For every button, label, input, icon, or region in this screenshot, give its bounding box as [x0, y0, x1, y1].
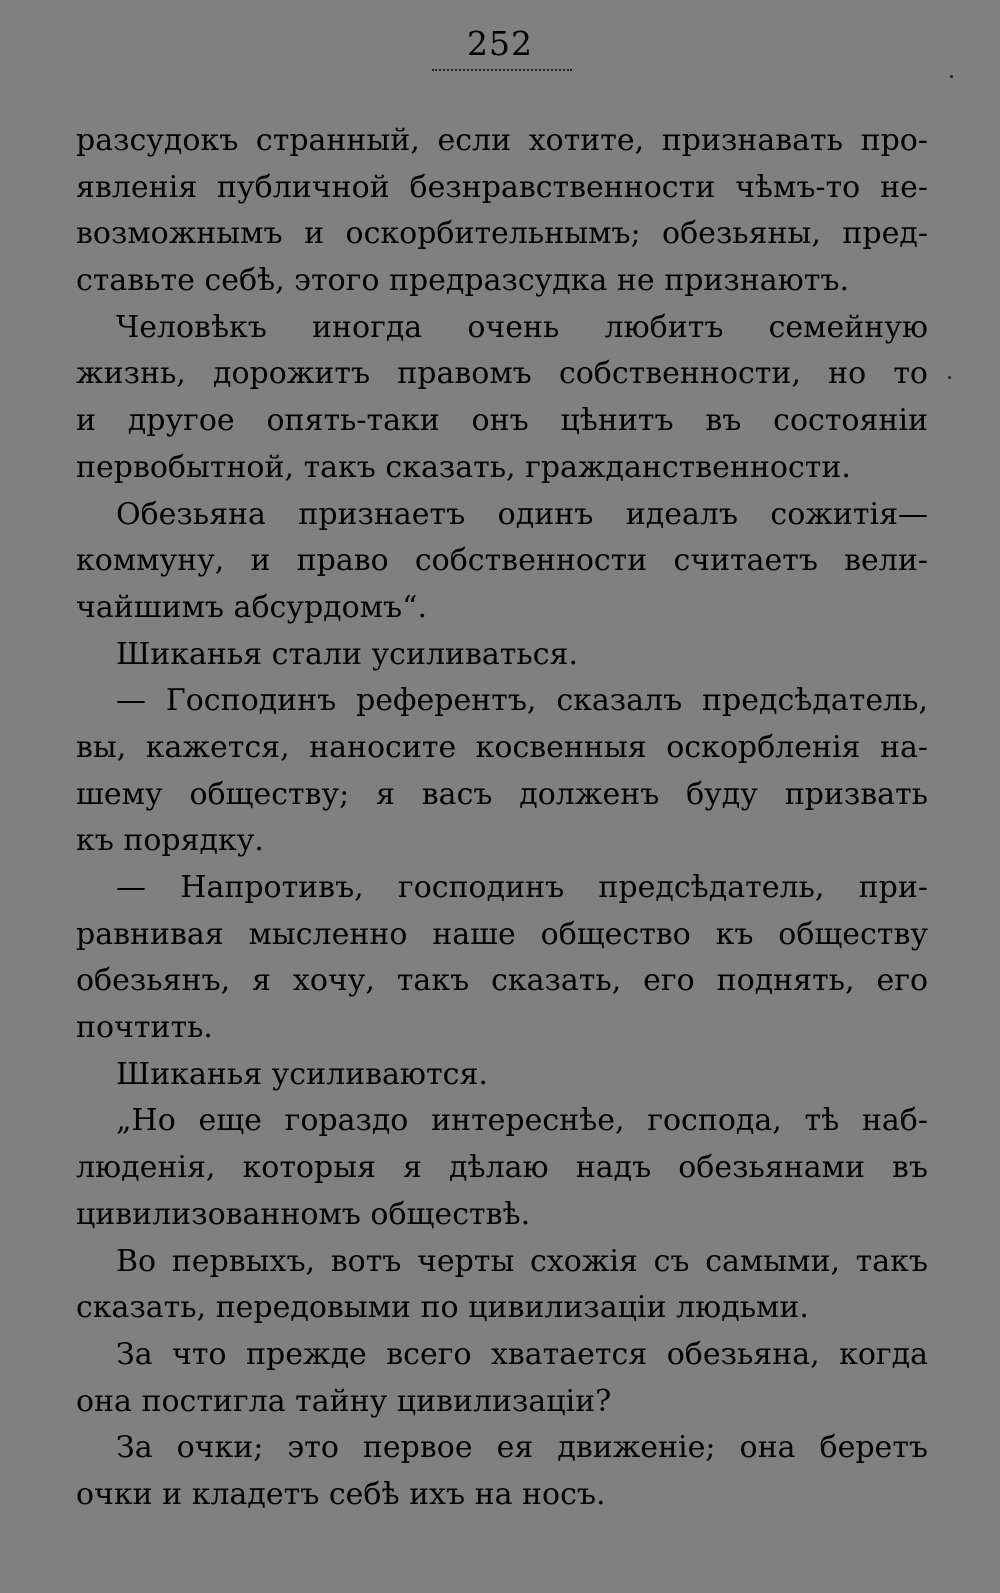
text-line: сказать, передовыми по цивилизаціи людьми.	[76, 1290, 809, 1326]
print-speck	[948, 376, 951, 379]
text-line: къ порядку.	[76, 823, 264, 859]
text-line: и другое опять-таки онъ цѣнитъ въ состояніи	[76, 403, 928, 439]
text-line: разсудокъ странный, если хотите, признавать про-	[76, 123, 928, 158]
header-rule	[432, 69, 572, 71]
text-line: жизнь, дорожитъ правомъ собственности, но то	[76, 356, 928, 392]
text-line: люденія, которыя я дѣлаю надъ обезьянами въ	[76, 1150, 928, 1186]
text-line: шему обществу; я васъ долженъ буду призвать	[76, 776, 928, 812]
body-text	[76, 118, 928, 1519]
text-line: возможнымъ и оскорбительнымъ; обезьяны, пред-	[76, 216, 928, 252]
text-line: равнивая мысленно наше общество къ обществу	[76, 916, 928, 952]
text-line: явленія публичной безнравственности чѣмъ-то не-	[76, 169, 928, 205]
text-line: — Господинъ референтъ, сказалъ предсѣдатель,	[116, 683, 928, 719]
text-line: Обезьяна признаетъ одинъ идеалъ сожитія—	[116, 496, 928, 532]
text-line: За что прежде всего хватается обезьяна, когда	[116, 1336, 928, 1372]
text-line: Шиканья стали усиливаться.	[116, 636, 578, 672]
print-speck	[950, 75, 953, 78]
text-line: чайшимъ абсурдомъ“.	[76, 589, 427, 625]
text-line: она постигла тайну цивилизаціи?	[76, 1383, 612, 1419]
text-line: цивилизованномъ обществѣ.	[76, 1196, 531, 1232]
text-line: — Напротивъ, господинъ предсѣдатель, при-	[116, 870, 928, 905]
text-line: первобытной, такъ сказать, гражданственности.	[76, 449, 851, 485]
text-line: очки и кладетъ себѣ ихъ на носъ.	[76, 1476, 606, 1512]
text-line: „Но еще гораздо интереснѣе, господа, тѣ наб-	[116, 1103, 928, 1139]
text-line: вы, кажется, наносите косвенныя оскорбленія на-	[76, 729, 928, 765]
text-line: За очки; это первое ея движеніе; она беретъ	[116, 1430, 928, 1466]
text-line: Человѣкъ иногда очень любитъ семейную	[116, 309, 928, 345]
text-line: коммуну, и право собственности считаетъ вели-	[76, 543, 928, 579]
text-line: Шиканья усиливаются.	[116, 1056, 488, 1092]
text-line: обезьянъ, я хочу, такъ сказать, его поднять, его	[76, 963, 928, 999]
page-number: 252	[467, 24, 533, 63]
text-line: Во первыхъ, вотъ черты схожія съ самыми, такъ	[116, 1243, 928, 1279]
text-line: почтить.	[76, 1010, 213, 1046]
text-line: ставьте себѣ, этого предразсудка не признаютъ.	[76, 263, 849, 299]
